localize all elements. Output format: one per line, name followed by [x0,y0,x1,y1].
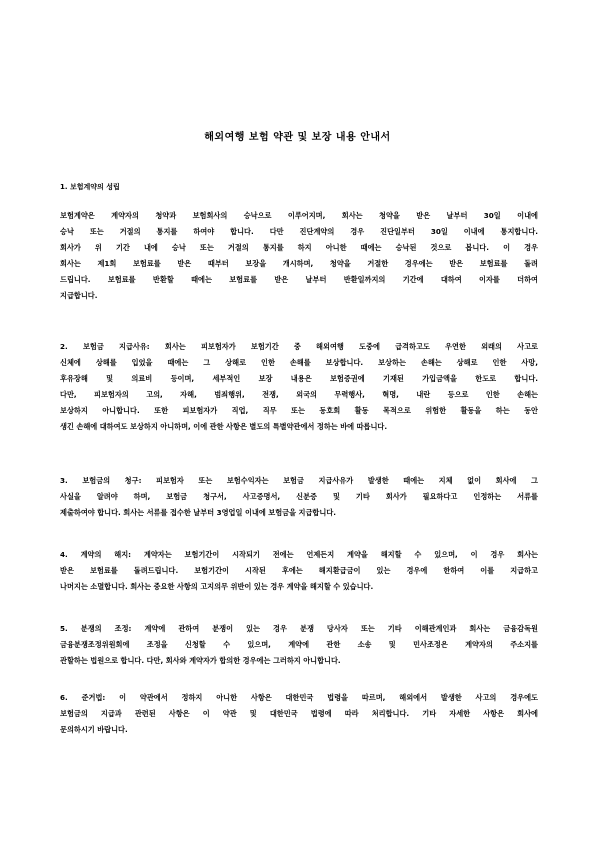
paragraph-line: 금융분쟁조정위원회에 조정을 신청할 수 있으며, 계약에 관한 소송 및 민사조정은 계약자의 주소지를 [60,640,538,649]
paragraph-line: 생긴 손해에 대하여도 보상하지 아니하며, 이에 관한 사항은 별도의 특별약관에서 정하는 바에 따릅니다. [60,422,388,431]
paragraph-line: 회사는 제1회 보험료를 받은 때부터 보장을 개시하며, 청약을 거절한 경우에는 받은 보험료를 돌려 [60,259,538,268]
paragraph-line: 관할하는 법원으로 합니다. 다만, 회사와 계약자가 합의한 경우에는 그러하지 아니합니다. [60,656,341,665]
paragraph-line: 회사가 위 기간 내에 승낙 또는 거절의 통지를 하지 아니한 때에는 승낙된 것으로 봅니다. 이 경우 [60,243,538,252]
paragraph-line: 문의하시기 바랍니다. [60,725,128,734]
paragraph-line: 6. 준거법: 이 약관에서 정하지 아니한 사항은 대한민국 법령을 따르며, 해외에서 발생한 사고의 경우에도 [60,693,538,702]
paragraph-line: 지급합니다. [60,291,98,300]
paragraph-line: 다만, 피보험자의 고의, 자해, 범죄행위, 전쟁, 외국의 무력행사, 혁명, 내란 등으로 인한 손해는 [60,390,538,399]
paragraph-line: 나머지는 소멸합니다. 회사는 중요한 사항의 고지의무 위반이 있는 경우 계약을 해지할 수 있습니다. [60,582,374,591]
paragraph-line: 후유장해 및 의료비 등이며, 세부적인 보장 내용은 보험증권에 기재된 가입금액을 한도로 합니다. [60,374,538,383]
paragraph-4 [60,547,538,595]
paragraph-line: 승낙 또는 거절의 통지를 하여야 합니다. 다만 진단계약의 경우 진단일부터 30일 이내에 통지합니다. [60,227,538,236]
paragraph-line: 2. 보험금 지급사유: 회사는 피보험자가 보험기간 중 해외여행 도중에 급격하고도 우연한 외래의 사고로 [60,342,538,351]
paragraph-line: 드립니다. 보험료를 반환할 때에는 보험료를 받은 날부터 반환일까지의 기간에 대하여 이자를 더하여 [60,275,538,284]
paragraph-line: 신체에 상해를 입었을 때에는 그 상해로 인한 손해를 보상합니다. 보상하는 손해는 상해로 인한 사망, [60,358,538,367]
paragraph-3 [60,473,538,521]
paragraph-6 [60,690,538,738]
paragraph-line: 4. 계약의 해지: 계약자는 보험기간이 시작되기 전에는 언제든지 계약을 해지할 수 있으며, 이 경우 회사는 [60,550,538,559]
section-heading: 1. 보험계약의 성립 [60,183,120,191]
paragraph-line: 사실을 알려야 하며, 보험금 청구서, 사고증명서, 신분증 및 기타 회사가 필요하다고 인정하는 서류를 [60,492,538,501]
paragraph-line: 제출하여야 합니다. 회사는 서류를 접수한 날부터 3영업일 이내에 보험금을 지급합니다. [60,508,336,517]
paragraph-1 [60,208,538,304]
paragraph-2 [60,339,538,435]
document-title: 해외여행 보험 약관 및 보장 내용 안내서 [204,132,391,143]
paragraph-line: 3. 보험금의 청구: 피보험자 또는 보험수익자는 보험금 지급사유가 발생한 때에는 지체 없이 회사에 그 [60,476,538,485]
paragraph-line: 보험계약은 계약자의 청약과 보험회사의 승낙으로 이루어지며, 회사는 청약을 받은 날부터 30일 이내에 [60,211,538,220]
paragraph-5 [60,621,538,669]
paragraph-line: 받은 보험료를 돌려드립니다. 보험기간이 시작된 후에는 해지환급금이 있는 경우에 한하여 이를 지급하고 [60,566,538,575]
paragraph-line: 보상하지 아니합니다. 또한 피보험자가 직업, 직무 또는 동호회 활동 목적으로 위험한 활동을 하는 동안 [60,406,538,415]
paragraph-line: 5. 분쟁의 조정: 계약에 관하여 분쟁이 있는 경우 분쟁 당사자 또는 기타 이해관계인과 회사는 금융감독원 [60,624,538,633]
paragraph-line: 보험금의 지급과 관련된 사항은 이 약관 및 대한민국 법령에 따라 처리합니다. 기타 자세한 사항은 회사에 [60,709,538,718]
